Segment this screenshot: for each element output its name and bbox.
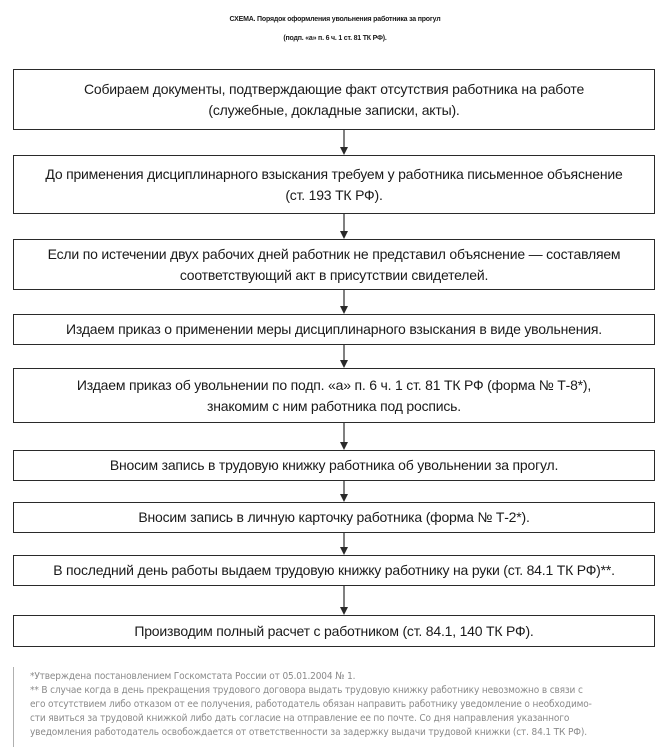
step-4-line-1: Издаем приказ о применении меры дисциплинарного взыскания в виде увольнения.: [66, 321, 602, 337]
step-3-box: [13, 239, 655, 290]
diagram-title: [0, 10, 670, 48]
step-8-box: [13, 555, 655, 586]
step-2-box: [13, 155, 655, 214]
step-1-box: [13, 69, 655, 130]
arrow-3-4: [339, 290, 349, 314]
arrow-7-8: [339, 533, 349, 555]
arrow-2-3: [339, 214, 349, 239]
step-5-line-2: знакомим с ним работника под роспись.: [207, 397, 461, 414]
arrow-5-6: [339, 423, 349, 450]
footnote-2-line-3: сти явиться за трудовой книжкой либо дать согласие на отправление ее по почте. Со дня направления указанного: [30, 713, 570, 724]
arrow-4-5: [339, 345, 349, 368]
arrow-8-9: [339, 586, 349, 615]
step-2-line-2: (ст. 193 ТК РФ).: [285, 186, 383, 203]
step-7-line-1: Вносим запись в личную карточку работника (форма № Т-2*).: [138, 509, 530, 525]
arrow-1-2: [339, 130, 349, 155]
footnote-2-line-2: его отсутствием либо отказом от ее получения, работодатель обязан направить работнику уведомление о необходимо-: [30, 699, 592, 710]
step-5-box: [13, 368, 655, 423]
arrow-6-7: [339, 481, 349, 502]
step-9-line-1: Производим полный расчет с работником (ст. 84.1, 140 ТК РФ).: [134, 622, 534, 639]
step-8-line-1: В последний день работы выдаем трудовую книжку работнику на руки (ст. 84.1 ТК РФ)**.: [53, 562, 615, 578]
footnotes: [13, 667, 663, 747]
step-1-line-1: Собираем документы, подтверждающие факт отсутствия работника на работе: [83, 80, 585, 97]
step-4-box: [13, 314, 655, 345]
step-5-line-1: Издаем приказ об увольнении по подп. «а» п. 6 ч. 1 ст. 81 ТК РФ (форма № Т-8*),: [76, 376, 592, 393]
step-7-box: [13, 502, 655, 533]
step-6-box: [13, 450, 655, 481]
footnote-2-line-1: ** В случае когда в день прекращения трудового договора выдать трудовую книжку работнику невозможно в связи с: [30, 685, 583, 696]
footnote-1: *Утверждена постановлением Госкомстата России от 05.01.2004 № 1.: [30, 671, 356, 682]
title-line-2: (подп. «а» п. 6 ч. 1 ст. 81 ТК РФ).: [283, 35, 387, 42]
step-9-box: [13, 615, 655, 647]
step-2-line-1: До применения дисциплинарного взыскания требуем у работника письменное объяснение: [45, 165, 623, 182]
step-3-line-1: Если по истечении двух рабочих дней работник не представил объяснение — составляем: [47, 245, 621, 262]
step-3-line-2: соответствующий акт в присутствии свидетелей.: [179, 266, 489, 283]
step-1-line-2: (служебные, докладные записки, акты).: [208, 101, 460, 118]
title-line-1: СХЕМА. Порядок оформления увольнения работника за прогул: [229, 16, 441, 23]
footnote-2-line-4: уведомления работодатель освобождается от ответственности за задержку выдачи трудовой книжки (ст. 84.1 ТК РФ).: [30, 727, 587, 738]
step-6-line-1: Вносим запись в трудовую книжку работника об увольнении за прогул.: [109, 457, 559, 473]
